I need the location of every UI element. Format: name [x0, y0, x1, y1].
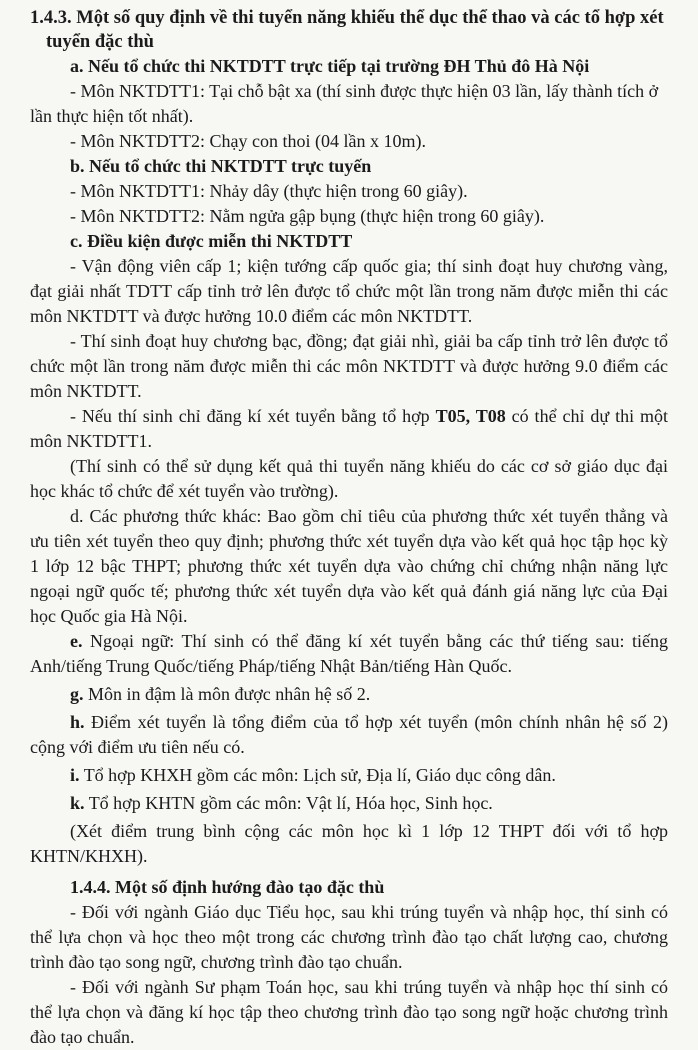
paragraph-note: (Xét điểm trung bình cộng các môn học kì 1 lớp 12 THPT đối với tổ hợp KHTN/KHXH).	[30, 821, 668, 866]
section-heading-1-4-3: 1.4.3. Một số quy định về thi tuyển năng khiếu thể dục thể thao và các tổ hợp xét tuyển đặc thù	[30, 8, 664, 52]
paragraph-144-1: - Đối với ngành Giáo dục Tiểu học, sau khi trúng tuyển và nhập học, thí sinh có thể lựa chọn và học theo một trong các chương trình đào tạo chất lượng cao, chương trình đào tạo song ngữ, chương trình đào tạo chuẩn.	[30, 902, 668, 972]
paragraph-b-1: - Môn NKTDTT1: Nhảy dây (thực hiện trong 60 giây).	[70, 181, 468, 201]
section-heading-1-4-4: 1.4.4. Một số định hướng đào tạo đặc thù	[70, 877, 385, 897]
paragraph-i-text: Tổ hợp KHXH gồm các môn: Lịch sử, Địa lí, Giáo dục công dân.	[79, 765, 556, 785]
paragraph-k	[30, 791, 668, 816]
paragraph-c-1: - Vận động viên cấp 1; kiện tướng cấp quốc gia; thí sinh đoạt huy chương vàng, đạt giải nhất TDTT cấp tỉnh trở lên được tổ chức một lần trong năm được miễn thi các môn NKTDTT và được hưởng 10.0 điểm các môn NKTDTT.	[30, 256, 668, 326]
paragraph-b-2: - Môn NKTDTT2: Nằm ngửa gập bụng (thực hiện trong 60 giây).	[70, 206, 545, 226]
subheading-c: c. Điều kiện được miễn thi NKTDTT	[70, 231, 353, 251]
paragraph-k-label: k.	[70, 793, 85, 813]
paragraph-k-text: Tổ hợp KHTN gồm các môn: Vật lí, Hóa học, Sinh học.	[84, 793, 493, 813]
paragraph-144-2: - Đối với ngành Sư phạm Toán học, sau khi trúng tuyển và nhập học thí sinh có thể lựa chọn và đăng kí học tập theo chương trình đào tạo song ngữ hoặc chương trình đào tạo chuẩn.	[30, 977, 668, 1047]
paragraph-a-2: - Môn NKTDTT2: Chạy con thoi (04 lần x 10m).	[70, 131, 426, 151]
paragraph-c-3	[30, 404, 668, 454]
paragraph-d: d. Các phương thức khác: Bao gồm chỉ tiêu của phương thức xét tuyển thẳng và ưu tiên xét tuyển theo quy định; phương thức xét tuyển dựa vào kết quả học tập học kỳ 1 lớp 12 bậc THPT; phương thức xét tuyển dựa vào chứng chỉ chứng nhận năng lực ngoại ngữ quốc tế; phương thức xét tuyển dựa vào kết quả đánh giá năng lực của Đại học Quốc gia Hà Nội.	[30, 506, 668, 626]
paragraph-h	[30, 710, 668, 760]
paragraph-g-label: g.	[70, 684, 84, 704]
subheading-a: a. Nếu tổ chức thi NKTDTT trực tiếp tại trường ĐH Thủ đô Hà Nội	[70, 56, 590, 76]
paragraph-i	[30, 763, 668, 788]
paragraph-c-4: (Thí sinh có thể sử dụng kết quả thi tuyển năng khiếu do các cơ sở giáo dục đại học khác tổ chức để xét tuyển vào trường).	[30, 456, 668, 501]
paragraph-g	[30, 682, 668, 707]
paragraph-e	[30, 629, 668, 679]
paragraph-a-1: - Môn NKTDTT1: Tại chỗ bật xa (thí sinh được thực hiện 03 lần, lấy thành tích ở lần thực hiện tốt nhất).	[30, 81, 659, 126]
paragraph-h-text: Điểm xét tuyển là tổng điểm của tổ hợp xét tuyển (môn chính nhân hệ số 2) cộng với điểm ưu tiên nếu có.	[30, 712, 668, 757]
paragraph-g-text: Môn in đậm là môn được nhân hệ số 2.	[83, 684, 371, 704]
paragraph-e-text: Ngoại ngữ: Thí sinh có thể đăng kí xét tuyển bằng các thứ tiếng sau: tiếng Anh/tiếng Trung Quốc/tiếng Pháp/tiếng Nhật Bản/tiếng Hàn Quốc.	[30, 631, 668, 676]
paragraph-e-label: e.	[70, 631, 83, 651]
paragraph-h-label: h.	[70, 712, 85, 732]
paragraph-c-3-post: có thể chỉ dự thi một môn NKTDTT1.	[30, 406, 669, 451]
paragraph-c-3-pre: - Nếu thí sinh chỉ đăng kí xét tuyển bằng tổ hợp	[70, 406, 436, 426]
paragraph-c-2: - Thí sinh đoạt huy chương bạc, đồng; đạt giải nhì, giải ba cấp tỉnh trở lên được tổ chức một lần trong năm được miễn thi các môn NKTDTT và được hưởng 9.0 điểm các môn NKTDTT.	[30, 331, 668, 401]
subheading-b: b. Nếu tổ chức thi NKTDTT trực tuyến	[70, 156, 372, 176]
paragraph-i-label: i.	[70, 765, 80, 785]
paragraph-c-3-bold: T05, T08	[435, 406, 506, 426]
